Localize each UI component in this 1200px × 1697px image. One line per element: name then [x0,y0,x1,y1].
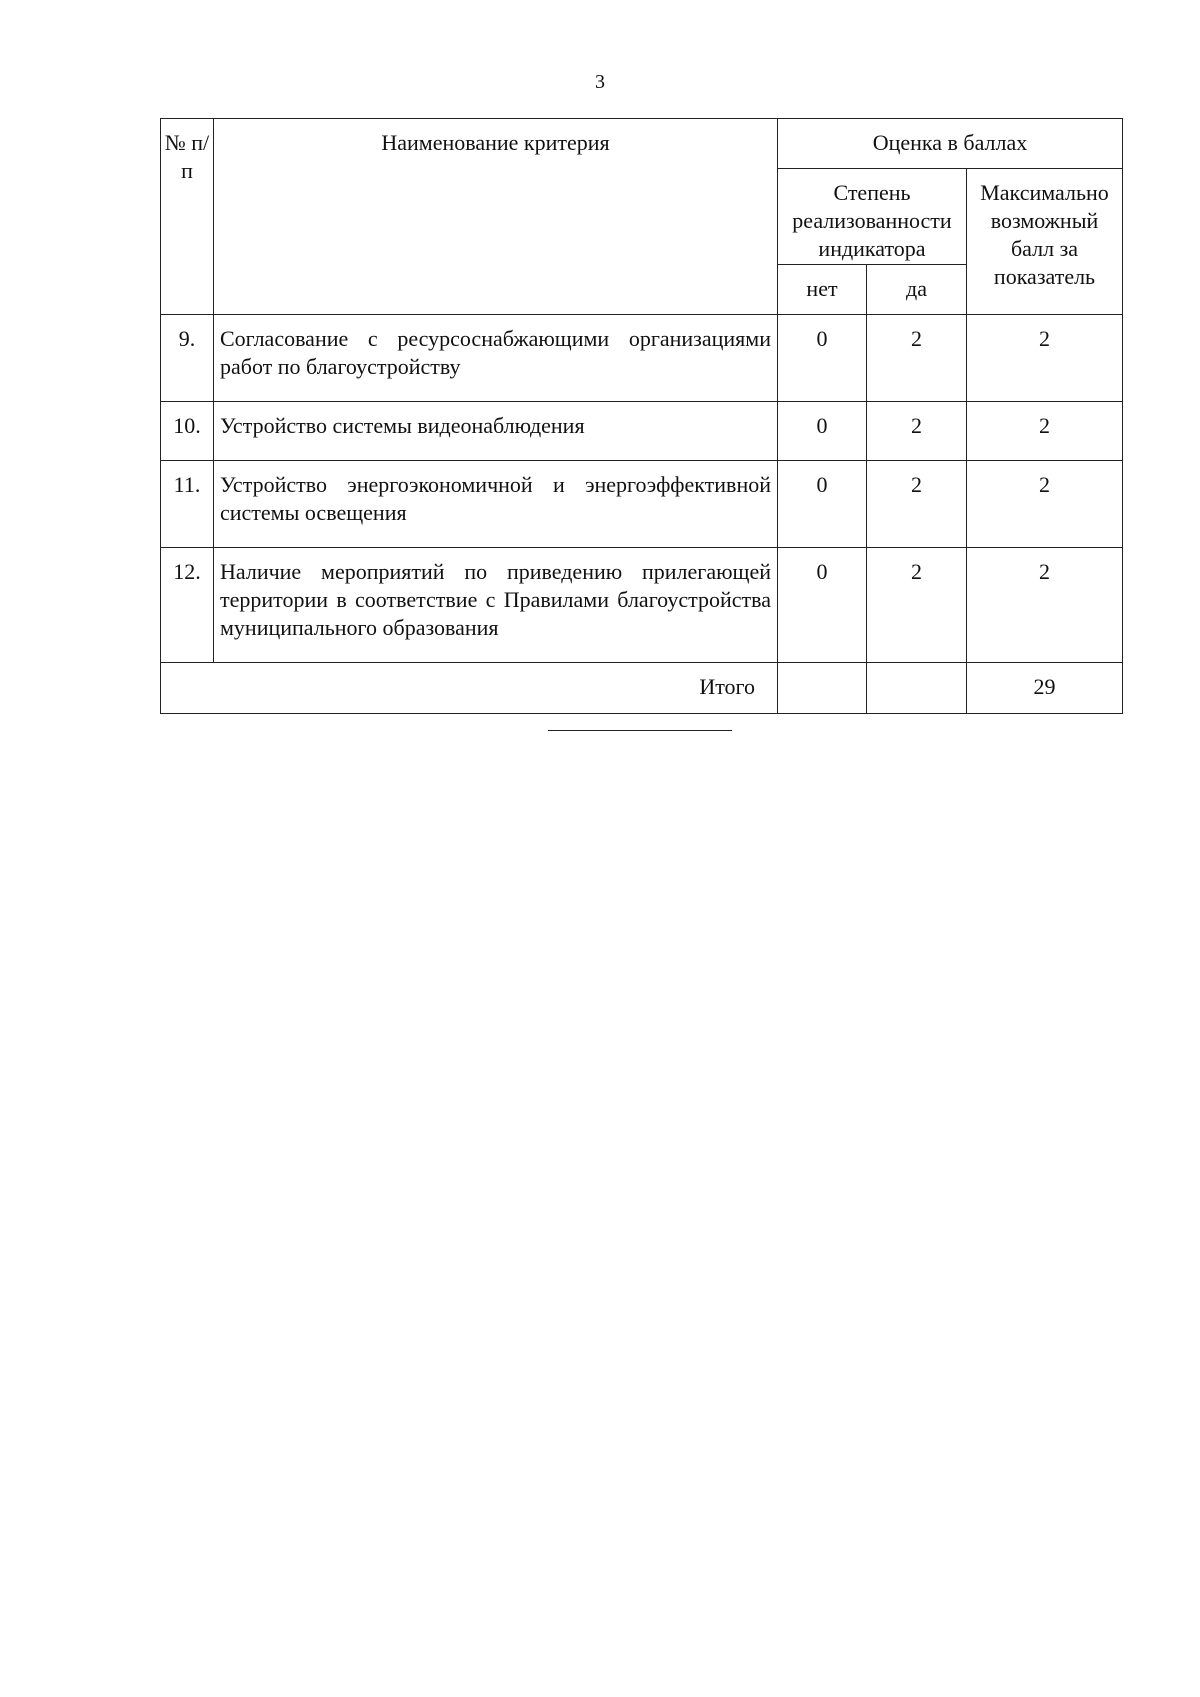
header-yes: да [867,265,967,315]
row-max-score: 2 [967,315,1123,402]
row-num: 12. [161,548,214,663]
row-max-score: 2 [967,402,1123,461]
row-max-score: 2 [967,461,1123,548]
row-yes-score: 2 [867,402,967,461]
header-degree: Степень реализованности индикатора [778,169,967,265]
row-no-score: 0 [778,461,867,548]
header-max: Максимально возможный балл за показатель [967,169,1123,315]
page-number: 3 [595,71,605,93]
row-name: Наличие мероприятий по приведению прилегающей территории в соответствие с Правилами благоустройства муниципального образования [214,548,778,663]
row-max-score: 2 [967,548,1123,663]
table-row [161,315,1123,402]
header-num: № п/п [161,119,214,315]
total-no-score [778,663,867,714]
total-label: Итого [161,663,778,714]
row-name: Устройство энергоэкономичной и энергоэффективной системы освещения [214,461,778,548]
total-row [161,663,1123,714]
total-max-score: 29 [967,663,1123,714]
criteria-table [160,118,1123,714]
row-yes-score: 2 [867,461,967,548]
row-no-score: 0 [778,315,867,402]
header-no: нет [778,265,867,315]
header-score: Оценка в баллах [778,119,1123,169]
table-row [161,461,1123,548]
row-no-score: 0 [778,402,867,461]
header-row-1 [161,119,1123,169]
table-row [161,548,1123,663]
row-name: Согласование с ресурсоснабжающими организациями работ по благоустройству [214,315,778,402]
row-num: 10. [161,402,214,461]
row-no-score: 0 [778,548,867,663]
row-name: Устройство системы видеонаблюдения [214,402,778,461]
header-name: Наименование критерия [214,119,778,315]
table-row [161,402,1123,461]
row-num: 9. [161,315,214,402]
row-num: 11. [161,461,214,548]
total-yes-score [867,663,967,714]
end-divider [548,730,732,731]
row-yes-score: 2 [867,548,967,663]
row-yes-score: 2 [867,315,967,402]
